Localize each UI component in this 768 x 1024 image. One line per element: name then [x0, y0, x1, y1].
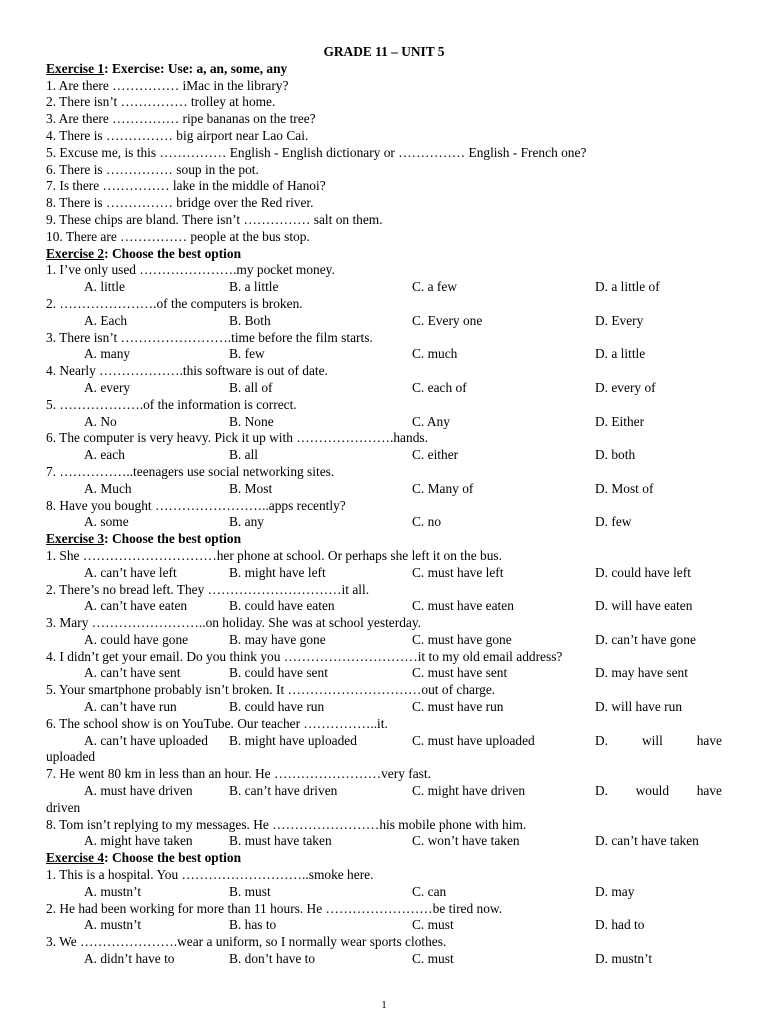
option-d-word: D.: [595, 732, 609, 748]
option-row: [46, 783, 722, 800]
option-d: D. Every: [595, 312, 644, 328]
question: 8. Tom isn’t replying to my messages. He ……………………his mobile phone with him.: [46, 816, 527, 832]
option-b: B. could have eaten: [229, 598, 335, 614]
option-a: A. many: [84, 346, 131, 362]
exercise-4-instruction: : Choose the best option: [104, 850, 242, 866]
option-c: C. each of: [412, 379, 467, 395]
option-c: C. must have uploaded: [412, 732, 535, 748]
option-row: [46, 447, 722, 464]
option-d-word: would: [635, 783, 670, 799]
option-c: C. Every one: [412, 312, 483, 328]
option-a: A. some: [84, 514, 129, 530]
option-row: [46, 699, 722, 716]
question: 8. Have you bought ……………………..apps recently?: [46, 497, 346, 513]
ex1-item: 9. These chips are bland. There isn’t …………… salt on them.: [46, 211, 383, 227]
option-c: C. no: [412, 514, 442, 530]
option-row: [46, 514, 722, 531]
option-a: A. Each: [84, 312, 128, 328]
option-d-continuation: [46, 800, 722, 817]
option-a: A. can’t have left: [84, 564, 177, 580]
option-d: D. every of: [595, 379, 656, 395]
option-c: C. Any: [412, 413, 450, 429]
option-a: A. Much: [84, 480, 132, 496]
option-b: B. few: [229, 346, 265, 362]
ex1-item: 4. There is …………… big airport near Lao Cai.: [46, 127, 309, 143]
question: 7. ……………..teenagers use social networking sites.: [46, 463, 335, 479]
exercise-2-instruction: : Choose the best option: [104, 245, 242, 261]
option-c: C. must have left: [412, 564, 504, 580]
option-d: D. will have eaten: [595, 598, 693, 614]
option-d-wrapped: [595, 733, 722, 750]
option-row: [46, 665, 722, 682]
option-a: A. could have gone: [84, 631, 189, 647]
exercise-2-label: Exercise 2: [46, 245, 105, 261]
question: 7. He went 80 km in less than an hour. He ……………………very fast.: [46, 766, 431, 782]
question: 5. ……………….of the information is correct.: [46, 396, 297, 412]
option-row: [46, 733, 722, 750]
exercise-4-label: Exercise 4: [46, 850, 105, 866]
ex1-item: 2. There isn’t …………… trolley at home.: [46, 94, 276, 110]
option-row: [46, 632, 722, 649]
question: 6. The school show is on YouTube. Our teacher ……………..it.: [46, 715, 388, 731]
option-a: A. mustn’t: [84, 917, 142, 933]
option-a: A. can’t have sent: [84, 665, 181, 681]
option-a: A. might have taken: [84, 833, 193, 849]
option-d: D. will have run: [595, 699, 683, 715]
option-b: B. may have gone: [229, 631, 326, 647]
option-d-overflow-word: uploaded: [46, 749, 96, 765]
option-c: C. won’t have taken: [412, 833, 520, 849]
option-b: B. must have taken: [229, 833, 332, 849]
question: 3. We ………………….wear a uniform, so I normally wear sports clothes.: [46, 934, 447, 950]
exercise-2-heading: [46, 246, 722, 263]
option-b: B. can’t have driven: [229, 783, 338, 799]
option-b: B. all of: [229, 379, 273, 395]
option-row: [46, 833, 722, 850]
exercise-3-label: Exercise 3: [46, 531, 105, 547]
option-d: D. had to: [595, 917, 645, 933]
option-a: A. mustn’t: [84, 883, 142, 899]
option-d-wrapped: [595, 783, 722, 800]
option-d-word: will: [641, 732, 663, 748]
exercise-1-label: Exercise 1: [46, 60, 105, 76]
question: 3. Mary ……………………..on holiday. She was at school yesterday.: [46, 615, 422, 631]
option-b: B. Most: [229, 480, 273, 496]
option-b: B. don’t have to: [229, 951, 316, 967]
option-a: A. can’t have run: [84, 699, 177, 715]
option-d: D. can’t have gone: [595, 631, 696, 647]
ex1-item: 5. Excuse me, is this …………… English - English dictionary or …………… English - French one?: [46, 144, 587, 160]
option-b: B. must: [229, 883, 271, 899]
option-c: C. must have eaten: [412, 598, 514, 614]
option-b: B. None: [229, 413, 274, 429]
option-c: C. must have gone: [412, 631, 512, 647]
option-row: [46, 951, 722, 968]
option-a: A. No: [84, 413, 117, 429]
question: 1. This is a hospital. You ………………………..smoke here.: [46, 867, 374, 883]
page-title: GRADE 11 – UNIT 5: [323, 44, 445, 59]
ex1-item: 8. There is …………… bridge over the Red river.: [46, 195, 314, 211]
question: 4. I didn’t get your email. Do you think you …………………………it to my old email address?: [46, 648, 563, 664]
option-c: C. much: [412, 346, 458, 362]
option-row: [46, 279, 722, 296]
ex1-item: 10. There are …………… people at the bus stop.: [46, 228, 310, 244]
option-d-continuation: [46, 749, 722, 766]
option-row: [46, 598, 722, 615]
option-c: C. might have driven: [412, 783, 526, 799]
ex1-item: 3. Are there …………… ripe bananas on the tree?: [46, 111, 316, 127]
option-b: B. has to: [229, 917, 277, 933]
option-row: [46, 917, 722, 934]
option-b: B. a little: [229, 279, 279, 295]
option-c: C. must have run: [412, 699, 504, 715]
option-b: B. might have uploaded: [229, 732, 357, 748]
exercise-1-instruction: : Exercise: Use: a, an, some, any: [104, 60, 288, 76]
option-row: [46, 884, 722, 901]
exercise-1-heading: [46, 61, 722, 78]
option-c: C. Many of: [412, 480, 474, 496]
option-c: C. can: [412, 883, 447, 899]
option-d: D. few: [595, 514, 632, 530]
option-b: B. might have left: [229, 564, 326, 580]
option-d-word: have: [696, 783, 722, 799]
option-row: [46, 565, 722, 582]
option-a: A. can’t have eaten: [84, 598, 188, 614]
question: 2. ………………….of the computers is broken.: [46, 295, 303, 311]
option-d: D. a little of: [595, 279, 660, 295]
option-c: C. either: [412, 447, 459, 463]
option-c: C. must: [412, 951, 454, 967]
option-a: A. didn’t have to: [84, 951, 175, 967]
option-a: A. each: [84, 447, 125, 463]
question: 2. There’s no bread left. They …………………………it all.: [46, 581, 370, 597]
option-d: D. a little: [595, 346, 646, 362]
exercise-3-instruction: : Choose the best option: [104, 531, 242, 547]
option-row: [46, 380, 722, 397]
option-b: B. Both: [229, 312, 271, 328]
option-d: D. Either: [595, 413, 645, 429]
option-d-word: have: [696, 732, 722, 748]
option-d-word: D.: [595, 783, 609, 799]
question: 3. There isn’t …………………….time before the film starts.: [46, 329, 373, 345]
question: 1. I’ve only used ………………….my pocket money.: [46, 262, 335, 278]
option-c: C. must have sent: [412, 665, 508, 681]
question: 4. Nearly ……………….this software is out of date.: [46, 363, 328, 379]
option-d: D. mustn’t: [595, 951, 653, 967]
exercise-3-heading: [46, 531, 722, 548]
option-a: A. little: [84, 279, 125, 295]
option-a: A. every: [84, 379, 131, 395]
option-d-overflow-word: driven: [46, 799, 81, 815]
option-d: D. both: [595, 447, 636, 463]
ex1-item: 7. Is there …………… lake in the middle of Hanoi?: [46, 178, 326, 194]
page-number: 1: [381, 999, 387, 1011]
option-d: D. could have left: [595, 564, 691, 580]
option-c: C. a few: [412, 279, 457, 295]
option-row: [46, 414, 722, 431]
ex1-item: 1. Are there …………… iMac in the library?: [46, 77, 289, 93]
question: 5. Your smartphone probably isn’t broken. It …………………………out of charge.: [46, 682, 496, 698]
question: 1. She …………………………her phone at school. Or perhaps she left it on the bus.: [46, 547, 502, 563]
option-c: C. must: [412, 917, 454, 933]
option-row: [46, 346, 722, 363]
question: 2. He had been working for more than 11 hours. He ……………………be tired now.: [46, 900, 503, 916]
option-b: B. any: [229, 514, 264, 530]
worksheet-page: [46, 44, 722, 968]
option-d: D. Most of: [595, 480, 654, 496]
question: 6. The computer is very heavy. Pick it up with ………………….hands.: [46, 430, 428, 446]
ex1-item: 6. There is …………… soup in the pot.: [46, 161, 259, 177]
option-a: A. can’t have uploaded: [84, 732, 208, 748]
option-d: D. may: [595, 883, 635, 899]
option-a: A. must have driven: [84, 783, 193, 799]
option-row: [46, 481, 722, 498]
option-b: B. all: [229, 447, 259, 463]
option-d: D. can’t have taken: [595, 833, 699, 849]
exercise-4-heading: [46, 850, 722, 867]
option-b: B. could have run: [229, 699, 325, 715]
option-row: [46, 313, 722, 330]
option-b: B. could have sent: [229, 665, 328, 681]
option-d: D. may have sent: [595, 665, 688, 681]
